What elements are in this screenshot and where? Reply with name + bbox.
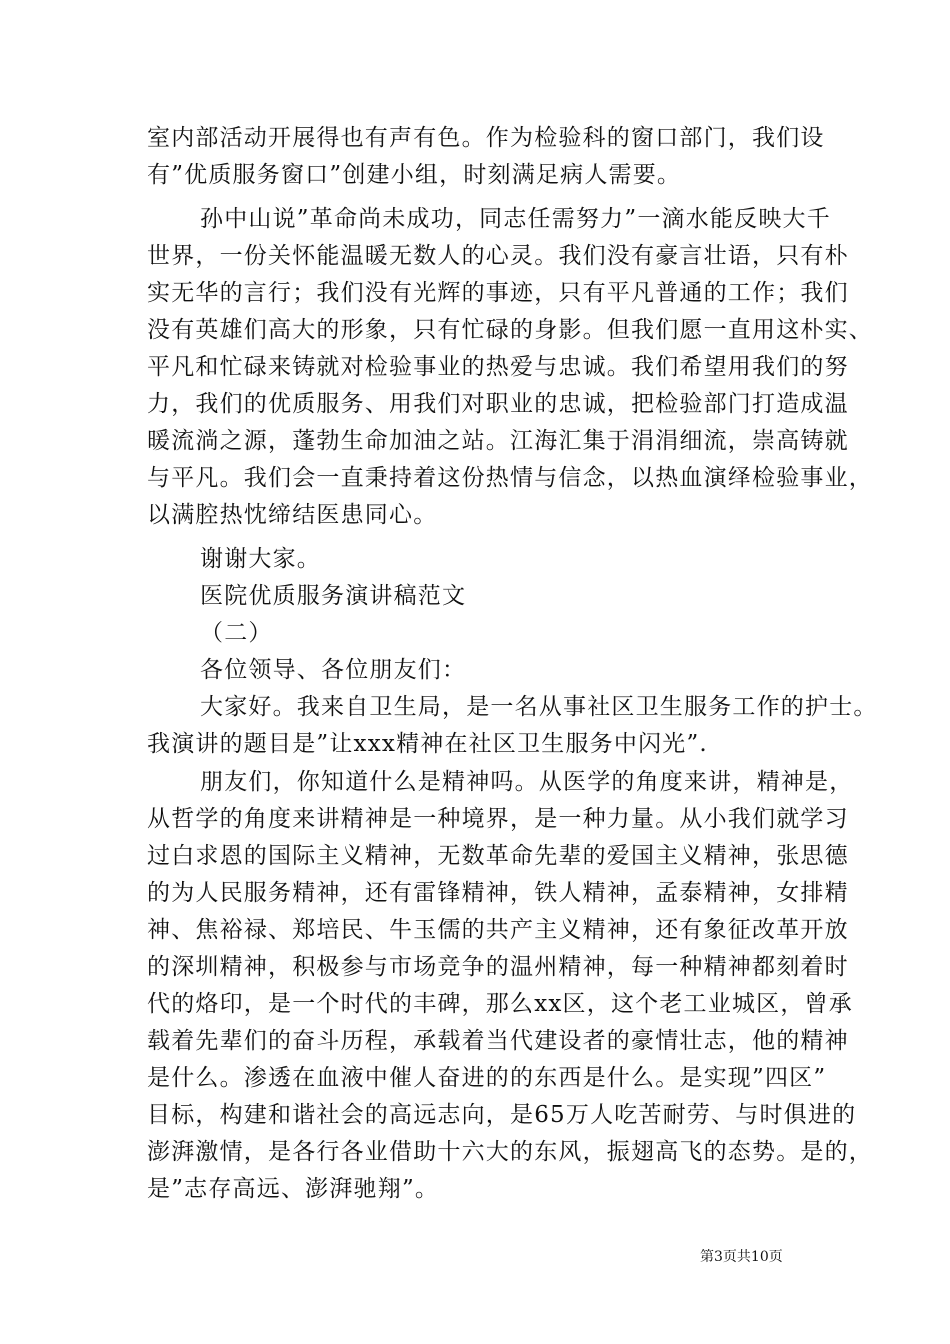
text-line: 以满腔热忱缔结医患同心。 bbox=[147, 502, 438, 528]
salutation: 各位领导、各位朋友们： bbox=[200, 657, 467, 683]
text-line: 澎湃激情，是各行各业借助十六大的东风，振翅高飞的态势。是的， bbox=[147, 1139, 873, 1165]
text-line: 载着先辈们的奋斗历程，承载着当代建设者的豪情壮志，他的精神 bbox=[147, 1028, 849, 1054]
text-line: 有”优质服务窗口”创建小组，时刻满足病人需要。 bbox=[147, 162, 682, 188]
text-line: 实无华的言行；我们没有光辉的事迹，只有平凡普通的工作；我们 bbox=[147, 280, 849, 306]
text-line: 目标，构建和谐社会的高远志向，是65万人吃苦耐劳、与时俱进的 bbox=[147, 1102, 857, 1128]
text-line: 世界，一份关怀能温暖无数人的心灵。我们没有豪言壮语，只有朴 bbox=[147, 243, 849, 269]
text-line: 过白求恩的国际主义精神，无数革命先辈的爱国主义精神，张思德 bbox=[147, 843, 849, 869]
text-line: 没有英雄们高大的形象，只有忙碌的身影。但我们愿一直用这朴实、 bbox=[147, 317, 873, 343]
text-line: 的深圳精神，积极参与市场竞争的温州精神，每一种精神都刻着时 bbox=[147, 954, 849, 980]
text-line: 与平凡。我们会一直秉持着这份热情与信念，以热血演绎检验事业， bbox=[147, 465, 873, 491]
text-line: 从哲学的角度来讲精神是一种境界，是一种力量。从小我们就学习 bbox=[147, 806, 849, 832]
text-line: 是什么。渗透在血液中催人奋进的的东西是什么。是实现”四区” bbox=[147, 1065, 827, 1091]
text-line: 朋友们，你知道什么是精神吗。从医学的角度来讲，精神是， bbox=[200, 769, 854, 795]
text-line: 暖流淌之源，蓬勃生命加油之站。江海汇集于涓涓细流，崇高铸就 bbox=[147, 428, 849, 454]
text-line: 代的烙印，是一个时代的丰碑，那么xx区，这个老工业城区，曾承 bbox=[147, 991, 853, 1017]
text-line: 室内部活动开展得也有声有色。作为检验科的窗口部门，我们设 bbox=[147, 125, 825, 151]
text-line: 的为人民服务精神，还有雷锋精神，铁人精神，孟泰精神，女排精 bbox=[147, 880, 849, 906]
text-line: 是”志存高远、澎湃驰翔”。 bbox=[147, 1176, 440, 1202]
text-line: 神、焦裕禄、郑培民、牛玉儒的共产主义精神，还有象征改革开放 bbox=[147, 917, 849, 943]
text-line: 平凡和忙碌来铸就对检验事业的热爱与忠诚。我们希望用我们的努 bbox=[147, 354, 849, 380]
document-subtitle: 医院优质服务演讲稿范文 bbox=[200, 583, 467, 609]
text-line: 大家好。我来自卫生局，是一名从事社区卫生服务工作的护士。 bbox=[200, 694, 878, 720]
section-number: （二） bbox=[200, 620, 273, 646]
text-line: 力，我们的优质服务、用我们对职业的忠诚，把检验部门打造成温 bbox=[147, 391, 849, 417]
text-line: 孙中山说”革命尚未成功，同志任需努力”一滴水能反映大千 bbox=[200, 206, 831, 232]
text-line: 谢谢大家。 bbox=[200, 546, 321, 572]
page-number-footer: 第3页共10页 bbox=[700, 1249, 783, 1265]
text-line: 我演讲的题目是”让xxx精神在社区卫生服务中闪光”. bbox=[147, 731, 708, 757]
